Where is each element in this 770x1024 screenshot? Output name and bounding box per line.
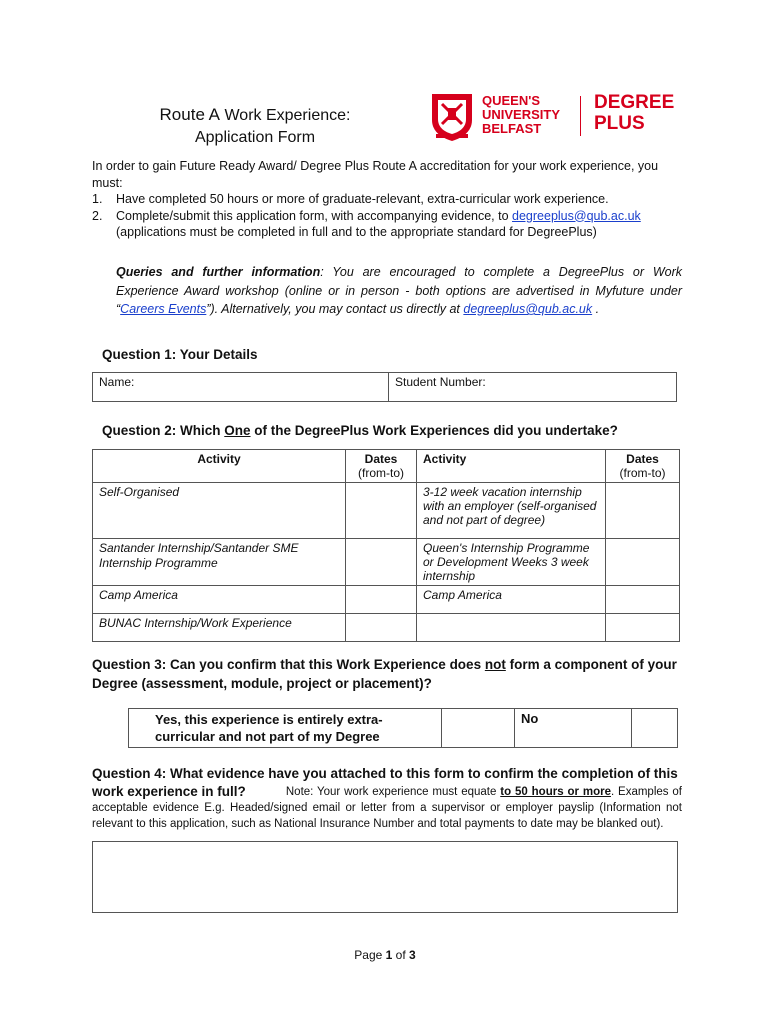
student-number-label: Student Number: (395, 375, 486, 389)
q2-heading-one: One (224, 423, 251, 438)
item-text-2: Complete/submit this application form, with accompanying evidence, to (116, 208, 513, 223)
requirements-list (92, 191, 682, 241)
degreeplus-email-link[interactable]: degreeplus@qub.ac.uk (512, 208, 641, 223)
queries-text-1: : You are encouraged to complete a DegreePlus or Work Experience Award workshop (online or in person - both options are advertised in Myfuture under “ (116, 265, 682, 316)
note-text-2: . Examples of acceptable evidence E.g. Headed/signed email or letter from a supervisor or employer payslip (Information not relevant to this application, such as National Insurance Number and total payments to date may be blanked out). (92, 786, 682, 830)
logo-dp-line2: PLUS (594, 113, 645, 134)
no-checkbox-cell[interactable] (632, 709, 678, 748)
item-number-2: 2. (92, 208, 103, 223)
question-1-heading: Question 1: Your Details (102, 347, 258, 362)
logo-qub-line1: QUEEN'S (482, 93, 540, 108)
dates-self-organised[interactable] (346, 483, 417, 539)
student-number-field[interactable] (389, 373, 677, 402)
q2-heading-post: of the DegreePlus Work Experiences did you undertake? (250, 423, 618, 438)
col-dates-right-label: Dates (626, 452, 659, 466)
col-dates-right-sub: (from-to) (619, 466, 666, 480)
document-title (120, 104, 390, 149)
question-2-heading (102, 423, 618, 438)
item-text-2-note: (applications must be completed in full and to the appropriate standard for DegreePlus) (116, 225, 597, 239)
queries-paragraph (116, 263, 682, 319)
col-dates-left-sub: (from-to) (358, 466, 404, 480)
title-route-a: Route A (159, 105, 221, 124)
logo-qub-line3: BELFAST (482, 121, 542, 136)
activity-santander: Santander Internship/Santander SME Internship Programme (93, 539, 346, 586)
requirement-item-2 (92, 208, 682, 241)
dates-vacation-internship[interactable] (606, 483, 680, 539)
dates-bunac[interactable] (346, 614, 417, 642)
activity-camp-america-right: Camp America (417, 586, 606, 614)
item-number-1: 1. (92, 192, 103, 206)
activity-empty (417, 614, 606, 642)
queries-text-3: . (592, 302, 600, 316)
dates-empty[interactable] (606, 614, 680, 642)
queries-label: Queries and further information (116, 265, 321, 279)
footer-page-word: Page (354, 948, 386, 962)
q2-heading-pre: Question 2: Which (102, 423, 225, 438)
question-3-heading (92, 655, 682, 693)
dates-santander[interactable] (346, 539, 417, 586)
title-application-form: Application Form (194, 129, 316, 146)
careers-events-link[interactable]: Careers Events (120, 302, 207, 316)
footer-page-number: 1 (385, 948, 393, 962)
qub-crest-icon (430, 92, 474, 142)
logo-qub-line2: UNIVERSITY (482, 107, 561, 122)
experience-table (92, 449, 680, 642)
col-dates-right (606, 450, 680, 483)
logo-divider (580, 96, 581, 136)
intro-section (92, 158, 682, 241)
evidence-input-box[interactable] (92, 841, 678, 913)
footer-page-total: 3 (409, 948, 416, 962)
col-activity-left: Activity (93, 450, 346, 483)
note-label: Note: (282, 786, 314, 798)
contact-email-link[interactable]: degreeplus@qub.ac.uk (463, 302, 593, 316)
name-label: Name: (99, 375, 135, 389)
dates-queens-internship[interactable] (606, 539, 680, 586)
activity-self-organised: Self-Organised (93, 483, 346, 539)
title-work-experience: Work Experience: (220, 107, 351, 124)
note-text-1: Your work experience must equate (313, 786, 501, 798)
page-footer (0, 948, 770, 962)
requirement-item-1 (92, 191, 682, 208)
dates-camp-america-left[interactable] (346, 586, 417, 614)
queries-text-2: ”). Alternatively, you may contact us directly at (206, 302, 464, 316)
logo-degreeplus-text (594, 92, 674, 134)
col-dates-left-label: Dates (364, 452, 398, 466)
question-4-note (92, 784, 682, 832)
logo-dp-line1: DEGREE (594, 92, 675, 113)
question-4-heading: Question 4: What evidence have you attached to this form to confirm the completion of this work experience in full? (92, 766, 678, 799)
activity-queens-internship: Queen's Internship Programme or Development Weeks 3 week internship (417, 539, 606, 586)
col-dates-left (346, 450, 417, 483)
details-table (92, 372, 677, 402)
q3-heading-pre: Question 3: Can you confirm that this Work Experience does (92, 657, 485, 672)
intro-text: In order to gain Future Ready Award/ Degree Plus Route A accreditation for your work experience, you must: (92, 159, 659, 190)
yes-checkbox-cell[interactable] (442, 709, 515, 748)
no-option-label: No (515, 709, 632, 748)
dates-camp-america-right[interactable] (606, 586, 680, 614)
qub-degreeplus-logo (430, 92, 690, 142)
item-text-1: Have completed 50 hours or more of graduate-relevant, extra-curricular work experience. (116, 192, 609, 206)
logo-qub-text (482, 94, 560, 136)
name-field[interactable] (93, 373, 389, 402)
activity-vacation-internship: 3-12 week vacation internship with an employer (self-organised and not part of degree) (417, 483, 606, 539)
activity-camp-america-left: Camp America (93, 586, 346, 614)
yes-option-label: Yes, this experience is entirely extra-curricular and not part of my Degree (129, 709, 442, 748)
activity-bunac: BUNAC Internship/Work Experience (93, 614, 346, 642)
q3-heading-post: form a component of your Degree (assessment, module, project or placement)? (92, 657, 677, 691)
note-emphasis: to 50 hours or more (500, 786, 611, 798)
degree-confirmation-table (128, 708, 678, 748)
q3-heading-not: not (484, 657, 506, 672)
footer-of-word: of (392, 948, 410, 962)
col-activity-right: Activity (417, 450, 606, 483)
